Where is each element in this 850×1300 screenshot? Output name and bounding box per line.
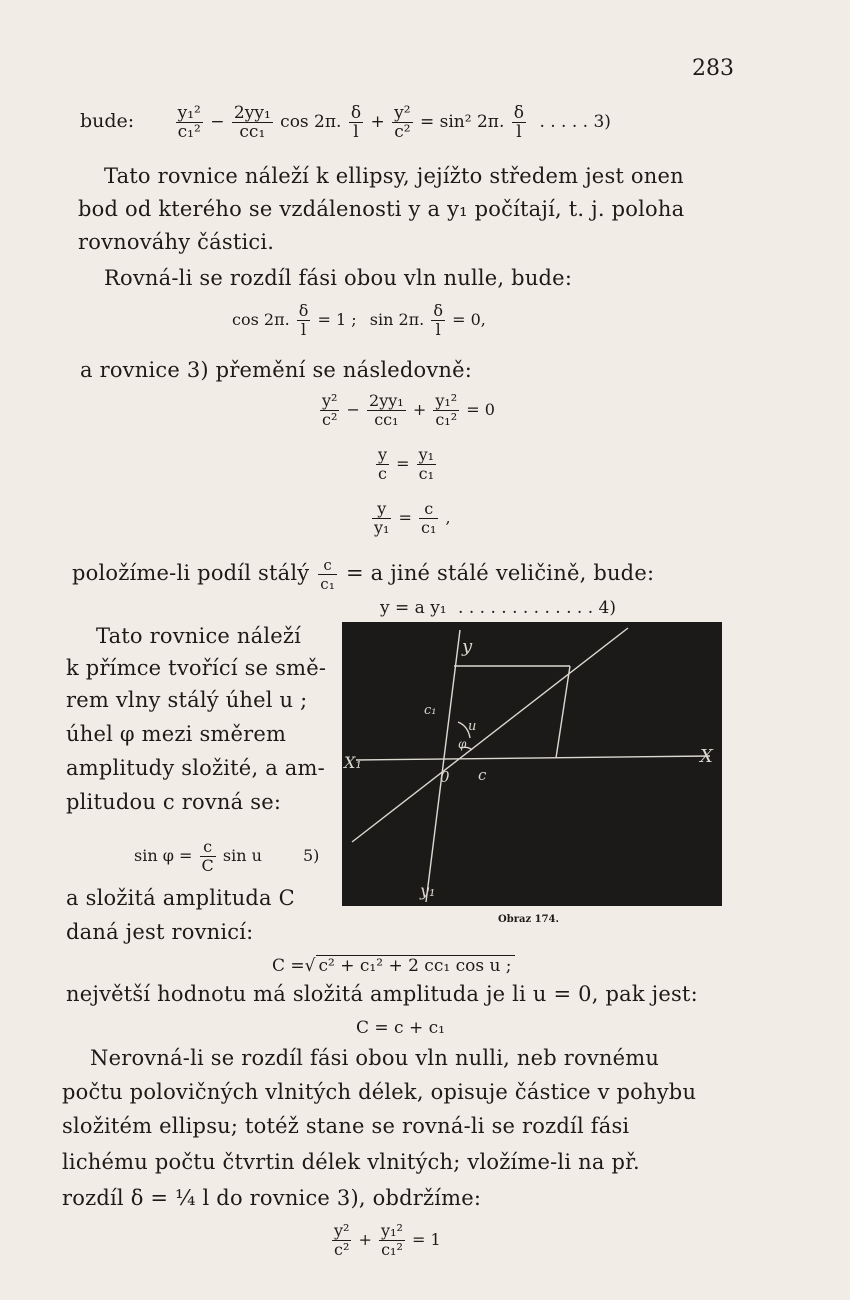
y-axis xyxy=(426,630,460,902)
para3: a rovnice 3) přemění se následovně: xyxy=(80,358,473,382)
para1-line1: Tato rovnice náleží k ellipsy, jejížto středem jest onen xyxy=(104,164,684,188)
eq3-term4: $\frac{\text{y²}}{\text{c²}}$ xyxy=(394,103,411,142)
para1-line3: rovnováhy částici. xyxy=(78,230,275,254)
side-line2: k přímce tvořící se smě- xyxy=(66,656,327,680)
page-number: 283 xyxy=(692,56,734,81)
label-y1: y₁ xyxy=(420,881,436,900)
para5: největší hodnotu má složitá amplituda je li u = 0, pak jest: xyxy=(66,982,698,1006)
figure-diagram xyxy=(342,622,722,906)
equation-last: $\frac{\text{y²}}{\text{c²}}$ + $\frac{\text{y₁²}}{\text{c₁²}}$ = 1 xyxy=(334,1221,441,1259)
para6-line3: složitém ellipsu; totéž stane se rovná-li se rozdíl fási xyxy=(62,1114,630,1138)
eq3-number: . . . . . 3) xyxy=(539,112,611,132)
figure-caption: Obraz 174. xyxy=(498,914,559,925)
para6-line4: lichému počtu čtvrtin délek vlnitých; vložíme-li na př. xyxy=(62,1150,640,1174)
label-c1: c₁ xyxy=(424,703,437,718)
equation-3: bude: $\frac{\text{y₁²}}{\text{c₁²}}$ − $\frac{\text{2yy₁}}{\text{cc₁}}$ cos 2π. $\frac{\delta}{l}$ + $\frac{\text{y²}}{\text{c²}}$ = sin² 2π. $\frac{\delta}{l}$ . . . . . 3) xyxy=(80,103,611,142)
side-line6: plitudou c rovná se: xyxy=(66,790,282,814)
eq3-term2: $\frac{\text{2yy₁}}{\text{cc₁}}$ xyxy=(233,103,271,142)
label-phi: φ xyxy=(458,737,467,751)
para6-line2: počtu polovičných vlnitých délek, opisuje částice v pohybu xyxy=(62,1080,697,1104)
equation-5: sin φ = $\frac{c}{C}$ sin u 5) xyxy=(134,837,320,875)
label-u: u xyxy=(468,719,477,734)
side-line4: úhel φ mezi směrem xyxy=(66,722,287,746)
para4: položíme-li podíl stálý $\frac{c}{\text{c₁}}$ = a jiné stálé veličině, bude: xyxy=(72,556,655,593)
para6-line5: rozdíl δ = ¼ l do rovnice 3), obdržíme: xyxy=(62,1186,482,1210)
eq3-term1: $\frac{\text{y₁²}}{\text{c₁²}}$ xyxy=(177,103,201,142)
side2-line1: a složitá amplituda C xyxy=(66,886,295,910)
para1-line2: bod od kterého se vzdálenosti y a y₁ počítají, t. j. poloha xyxy=(78,197,685,221)
diagonal-line xyxy=(352,628,628,842)
equation-a: $\frac{\text{y²}}{\text{c²}}$ − $\frac{\text{2yy₁}}{\text{cc₁}}$ + $\frac{\text{y₁²}}{\text{c₁²}}$ = 0 xyxy=(322,391,495,429)
rect-right xyxy=(556,666,570,758)
eq3-term3: $\frac{\delta}{l}$ xyxy=(350,103,362,142)
label-y: y xyxy=(462,636,473,657)
label-x-left: X₁ xyxy=(344,753,362,772)
equation-sqrt: C =√ c² + c₁² + 2 cc₁ cos u ; xyxy=(272,956,515,976)
eq3-lead: bude: xyxy=(80,110,135,132)
label-x-right: X xyxy=(700,746,713,767)
eq3-term5: $\frac{\delta}{l}$ xyxy=(513,103,525,142)
x-axis xyxy=(356,756,710,760)
side-line5: amplitudy složité, a am- xyxy=(66,756,325,780)
equation-sum: C = c + c₁ xyxy=(356,1018,445,1038)
equation-4: y = a y₁ . . . . . . . . . . . . . 4) xyxy=(380,598,616,618)
figure-174 xyxy=(342,622,722,906)
equation-b: $\frac{y}{c}$ = $\frac{\text{y₁}}{\text{c₁}}$ xyxy=(378,445,435,483)
label-origin: 0 xyxy=(440,768,450,786)
side-line1: Tato rovnice náleží xyxy=(96,624,302,648)
equation-c: $\frac{y}{\text{y₁}}$ = $\frac{c}{\text{c₁}}$ , xyxy=(374,499,451,537)
side2-line2: daná jest rovnicí: xyxy=(66,920,254,944)
side-line3: rem vlny stálý úhel u ; xyxy=(66,688,308,712)
label-c: c xyxy=(478,766,487,784)
equation-conditions: cos 2π. $\frac{\delta}{l}$ = 1 ; sin 2π. $\frac{\delta}{l}$ = 0, xyxy=(232,301,486,339)
para2: Rovná-li se rozdíl fási obou vln nulle, bude: xyxy=(104,266,573,290)
para6-line1: Nerovná-li se rozdíl fási obou vln nulli, neb rovnému xyxy=(90,1046,660,1070)
